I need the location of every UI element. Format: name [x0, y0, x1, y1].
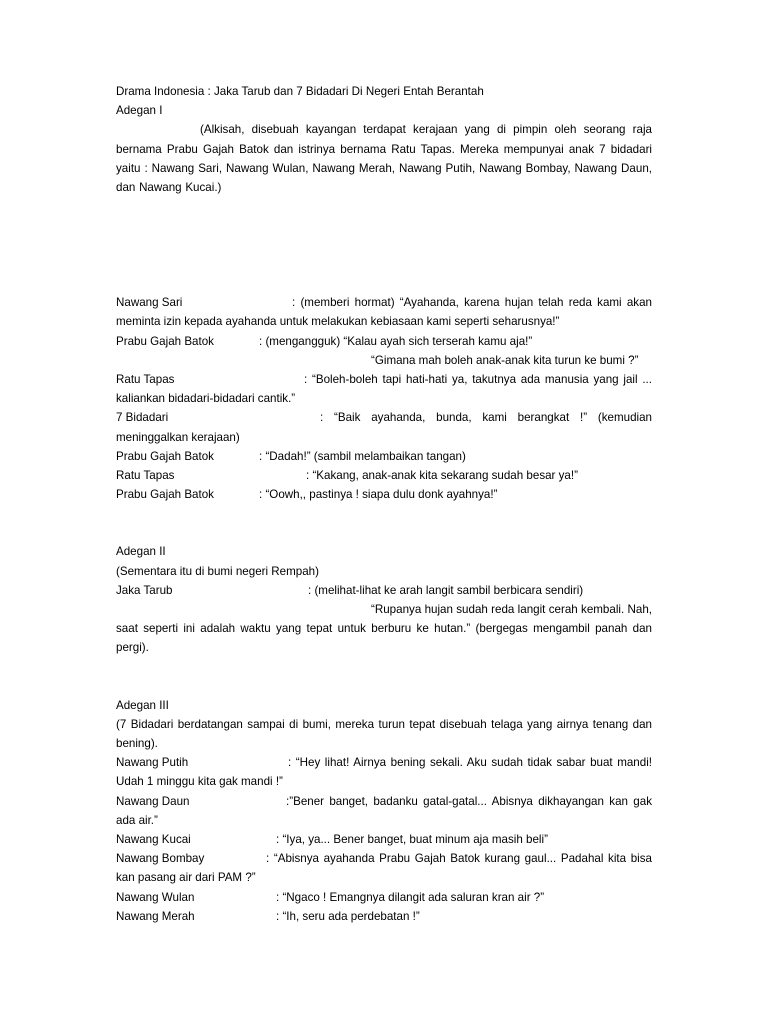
scene3-heading: Adegan III — [116, 698, 169, 712]
scene2-heading: Adegan II — [116, 545, 166, 559]
dialogue-text: : “Abisnya ayahanda Prabu Gajah Batok kurang gaul... Padahal kita bisa kan pasang air dari PAM ?” — [116, 852, 652, 885]
dialogue-text: : “Baik ayahanda, bunda, kami berangkat !” (kemudian meninggalkan kerajaan) — [116, 411, 652, 444]
speaker-name: Nawang Sari — [116, 296, 183, 310]
dialogue-text: : (memberi hormat) “Ayahanda, karena hujan telah reda kami akan meminta izin kepada ayahanda untuk melakukan kebiasaan kami seperti seharusnya!” — [116, 296, 652, 329]
dialogue-line — [116, 907, 652, 926]
dialogue-line — [116, 888, 652, 907]
document-title: Drama Indonesia : Jaka Tarub dan 7 Bidadari Di Negeri Entah Berantah — [116, 85, 484, 98]
dialogue-text: : “Dadah!” (sambil melambaikan tangan) — [259, 449, 466, 463]
dialogue-line — [116, 792, 652, 830]
speaker-name: Nawang Kucai — [116, 833, 191, 847]
document-page — [116, 82, 652, 926]
dialogue-line — [116, 485, 652, 504]
dialogue-text: : “Boleh-boleh tapi hati-hati ya, takutnya ada manusia yang jail ... kaliankan bidadari-bidadari cantik.” — [116, 373, 652, 406]
speaker-name: Nawang Wulan — [116, 890, 195, 904]
dialogue-line — [116, 447, 652, 466]
speaker-name: Prabu Gajah Batok — [116, 334, 214, 348]
dialogue-line — [116, 293, 652, 331]
dialogue-line — [116, 332, 652, 351]
dialogue-text: :”Bener banget, badanku gatal-gatal... Abisnya dikhayangan kan gak ada air.” — [116, 794, 652, 827]
dialogue-text: : “Oowh,, pastinya ! siapa dulu donk ayahnya!” — [259, 488, 498, 502]
dialogue-text: : “Ngaco ! Emangnya dilangit ada saluran kran air ?” — [276, 890, 545, 904]
speaker-name: Prabu Gajah Batok — [116, 449, 214, 463]
dialogue-line — [116, 753, 652, 791]
dialogue-line — [116, 351, 652, 370]
dialogue-line — [116, 849, 652, 887]
speaker-name: Nawang Putih — [116, 756, 189, 770]
speaker-name: Nawang Bombay — [116, 852, 205, 866]
speaker-name: Ratu Tapas — [116, 469, 175, 483]
speaker-name: Nawang Daun — [116, 794, 190, 808]
scene2-intro: (Sementara itu di bumi negeri Rempah) — [116, 564, 319, 578]
dialogue-text: : “Ih, seru ada perdebatan !” — [276, 909, 420, 923]
dialogue-line — [116, 830, 652, 849]
dialogue-text: “Rupanya hujan sudah reda langit cerah kembali. Nah, saat seperti ini adalah waktu yang tepat untuk berburu ke hutan.” (bergegas mengambil panah dan pergi). — [116, 603, 652, 655]
dialogue-text: : (mengangguk) “Kalau ayah sich terserah kamu aja!” — [259, 334, 533, 348]
speaker-name: Nawang Merah — [116, 909, 195, 923]
scene3-intro: (7 Bidadari berdatangan sampai di bumi, mereka turun tepat disebuah telaga yang airnya tenang dan bening). — [116, 717, 652, 750]
speaker-name: Ratu Tapas — [116, 373, 175, 386]
speaker-name: 7 Bidadari — [116, 411, 169, 425]
dialogue-line — [116, 600, 652, 658]
dialogue-line — [116, 581, 652, 600]
scene1-intro: (Alkisah, disebuah kayangan terdapat kerajaan yang di pimpin oleh seorang raja bernama Prabu Gajah Batok dan istrinya bernama Ratu Tapas. Mereka mempunyai anak 7 bidadari yaitu : Nawang Sari, Nawang Wulan, Nawang Merah, Nawang Putih, Nawang Bombay, Nawang Daun, dan Nawang Kucai.) — [116, 123, 652, 194]
dialogue-line — [116, 370, 652, 408]
dialogue-text: : “Iya, ya... Bener banget, buat minum aja masih beli” — [276, 833, 548, 847]
speaker-name: Prabu Gajah Batok — [116, 488, 214, 502]
dialogue-text: : “Kakang, anak-anak kita sekarang sudah besar ya!” — [306, 469, 578, 483]
dialogue-line — [116, 466, 652, 485]
dialogue-text: : (melihat-lihat ke arah langit sambil berbicara sendiri) — [308, 583, 584, 597]
dialogue-line — [116, 408, 652, 446]
dialogue-text: : “Hey lihat! Airnya bening sekali. Aku sudah tidak sabar buat mandi! Udah 1 minggu kita gak mandi !” — [116, 756, 652, 789]
dialogue-text: “Gimana mah boleh anak-anak kita turun ke bumi ?” — [371, 353, 639, 367]
speaker-name: Jaka Tarub — [116, 583, 173, 597]
scene1-heading: Adegan I — [116, 104, 163, 118]
